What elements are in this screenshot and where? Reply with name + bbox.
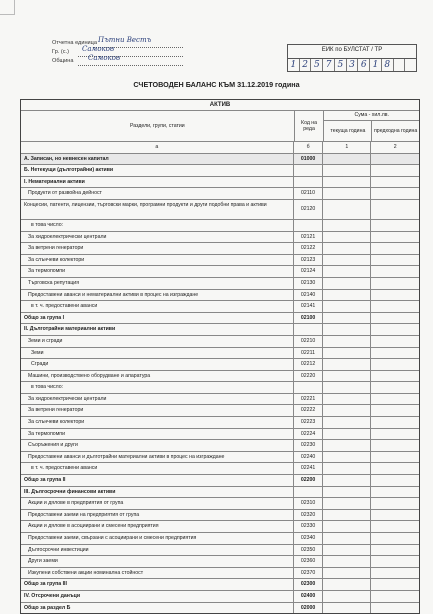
col-index-2: 2 xyxy=(393,144,397,150)
row-current-value[interactable] xyxy=(323,336,371,347)
row-current-value[interactable] xyxy=(323,440,371,451)
row-code: 02241 xyxy=(294,463,324,474)
row-current-value[interactable] xyxy=(323,533,371,544)
row-current-value[interactable] xyxy=(323,579,371,590)
row-previous-value[interactable] xyxy=(371,165,419,176)
row-label: Други заеми xyxy=(21,556,294,567)
row-code: 02212 xyxy=(294,359,324,370)
row-code: 02000 xyxy=(294,603,324,614)
table-row xyxy=(21,348,419,360)
row-previous-value[interactable] xyxy=(371,382,419,393)
row-code: 02300 xyxy=(294,579,324,590)
row-code: 02310 xyxy=(294,498,324,509)
row-code: 02121 xyxy=(294,232,324,243)
eik-digit-cell xyxy=(394,59,406,71)
row-code xyxy=(294,382,324,393)
row-label: Общо за група II xyxy=(21,475,294,486)
row-code xyxy=(294,487,324,498)
table-row xyxy=(21,154,419,166)
municipality-label: Община xyxy=(52,58,74,64)
row-current-value[interactable] xyxy=(323,324,371,335)
eik-digit-cell: 7 xyxy=(323,59,335,71)
col-current-header: текуща година xyxy=(324,121,372,141)
row-code xyxy=(294,177,324,188)
row-previous-value[interactable] xyxy=(371,591,419,602)
eik-digit-cells xyxy=(288,58,416,71)
row-previous-value[interactable] xyxy=(371,475,419,486)
row-label: в това число: xyxy=(21,382,294,393)
row-previous-value[interactable] xyxy=(371,188,419,199)
row-code: 02123 xyxy=(294,255,324,266)
table-header xyxy=(21,111,419,142)
row-label: За термопомпи xyxy=(21,429,294,440)
row-previous-value[interactable] xyxy=(371,243,419,254)
row-previous-value[interactable] xyxy=(371,278,419,289)
table-row xyxy=(21,177,419,189)
row-previous-value[interactable] xyxy=(371,533,419,544)
row-code: 02122 xyxy=(294,243,324,254)
row-current-value[interactable] xyxy=(323,475,371,486)
row-current-value[interactable] xyxy=(323,382,371,393)
row-label: Земи xyxy=(21,348,294,359)
row-code: 02350 xyxy=(294,545,324,556)
row-code xyxy=(294,165,324,176)
row-previous-value[interactable] xyxy=(371,545,419,556)
table-row xyxy=(21,429,419,441)
row-previous-value[interactable] xyxy=(371,336,419,347)
row-current-value[interactable] xyxy=(323,177,371,188)
table-row xyxy=(21,324,419,336)
col-sum-title: Сума - хил.лв. xyxy=(324,111,419,121)
row-current-value[interactable] xyxy=(323,603,371,614)
row-previous-value[interactable] xyxy=(371,498,419,509)
col-sum-header xyxy=(324,111,419,141)
table-row xyxy=(21,498,419,510)
table-row xyxy=(21,290,419,302)
row-current-value[interactable] xyxy=(323,348,371,359)
row-code: 02224 xyxy=(294,429,324,440)
row-previous-value[interactable] xyxy=(371,232,419,243)
row-current-value[interactable] xyxy=(323,417,371,428)
row-code: 02141 xyxy=(294,301,324,312)
row-label: в това число: xyxy=(21,220,294,231)
row-previous-value[interactable] xyxy=(371,154,419,165)
row-label: За ветрени генератори xyxy=(21,243,294,254)
row-code: 02221 xyxy=(294,394,324,405)
table-row xyxy=(21,568,419,580)
table-row xyxy=(21,165,419,177)
row-current-value[interactable] xyxy=(323,568,371,579)
row-current-value[interactable] xyxy=(323,313,371,324)
table-row xyxy=(21,255,419,267)
column-index-row xyxy=(21,142,419,154)
row-code: 02210 xyxy=(294,336,324,347)
row-label: Акции и дялове в предприятия от група xyxy=(21,498,294,509)
row-code: 02200 xyxy=(294,475,324,486)
row-current-value[interactable] xyxy=(323,301,371,312)
row-previous-value[interactable] xyxy=(371,255,419,266)
row-current-value[interactable] xyxy=(323,429,371,440)
table-row xyxy=(21,220,419,232)
row-label: I. Нематериални активи xyxy=(21,177,294,188)
row-label: Земи и сгради xyxy=(21,336,294,347)
table-row xyxy=(21,200,419,220)
row-previous-value[interactable] xyxy=(371,220,419,231)
city-value: Самоков xyxy=(82,45,115,53)
row-current-value[interactable] xyxy=(323,487,371,498)
city-label: Гр. (с.) xyxy=(52,49,70,55)
row-label: За ветрени генератори xyxy=(21,405,294,416)
row-label: Машини, производствено оборудване и апаратура xyxy=(21,371,294,382)
table-row xyxy=(21,382,419,394)
row-label: Общо за група III xyxy=(21,579,294,590)
row-code: 02130 xyxy=(294,278,324,289)
table-row xyxy=(21,301,419,313)
row-previous-value[interactable] xyxy=(371,556,419,567)
row-code: 02360 xyxy=(294,556,324,567)
row-label: Съоръжения и други xyxy=(21,440,294,451)
table-row xyxy=(21,591,419,603)
row-previous-value[interactable] xyxy=(371,463,419,474)
table-row xyxy=(21,487,419,499)
eik-digit-cell: 1 xyxy=(370,59,382,71)
row-label: Сгради xyxy=(21,359,294,370)
row-label: в т. ч. предоставени аванси xyxy=(21,463,294,474)
row-current-value[interactable] xyxy=(323,200,371,219)
table-row xyxy=(21,579,419,591)
row-code: 02100 xyxy=(294,313,324,324)
table-body xyxy=(21,154,419,614)
row-code: 02223 xyxy=(294,417,324,428)
row-previous-value[interactable] xyxy=(371,200,419,219)
enterprise-label: Отчетна единица xyxy=(52,40,97,46)
row-current-value[interactable] xyxy=(323,266,371,277)
row-code: 02222 xyxy=(294,405,324,416)
row-previous-value[interactable] xyxy=(371,429,419,440)
row-code: 02211 xyxy=(294,348,324,359)
col-index-a: а xyxy=(21,142,294,153)
row-previous-value[interactable] xyxy=(371,510,419,521)
row-current-value[interactable] xyxy=(323,188,371,199)
eik-digit-cell xyxy=(405,59,416,71)
eik-digit-cell: 3 xyxy=(347,59,359,71)
eik-digit-cell: 6 xyxy=(358,59,370,71)
row-label: А. Записан, но невнесен капитал xyxy=(21,154,294,165)
row-code: 02140 xyxy=(294,290,324,301)
row-previous-value[interactable] xyxy=(371,324,419,335)
table-row xyxy=(21,463,419,475)
row-previous-value[interactable] xyxy=(371,290,419,301)
row-current-value[interactable] xyxy=(323,290,371,301)
eik-label: ЕИК по БУЛСТАТ / ТР xyxy=(321,47,383,53)
col-index-1: 1 xyxy=(323,142,371,153)
table-row xyxy=(21,278,419,290)
row-current-value[interactable] xyxy=(323,154,371,165)
table-row xyxy=(21,405,419,417)
row-previous-value[interactable] xyxy=(371,301,419,312)
col-previous-header: предходна година xyxy=(374,128,418,134)
table-section-title: АКТИВ xyxy=(21,100,419,111)
row-label: Дългосрочни инвестиции xyxy=(21,545,294,556)
eik-digit-cell: 5 xyxy=(311,59,323,71)
row-previous-value[interactable] xyxy=(371,521,419,532)
row-current-value[interactable] xyxy=(323,255,371,266)
row-code: 02370 xyxy=(294,568,324,579)
table-row xyxy=(21,440,419,452)
row-label: Общо за група I xyxy=(21,313,294,324)
row-label: Концесии, патенти, лицензии, търговски марки, програмни продукти и други подобни права и активи xyxy=(21,200,294,219)
row-current-value[interactable] xyxy=(323,545,371,556)
table-row xyxy=(21,243,419,255)
row-current-value[interactable] xyxy=(323,165,371,176)
table-row xyxy=(21,521,419,533)
row-code: 01000 xyxy=(294,154,324,165)
table-row xyxy=(21,313,419,325)
table-row xyxy=(21,417,419,429)
row-previous-value[interactable] xyxy=(371,266,419,277)
row-previous-value[interactable] xyxy=(371,371,419,382)
col-sections-header: Раздели, групи, статии xyxy=(21,111,295,141)
row-current-value[interactable] xyxy=(323,463,371,474)
row-label: IV. Отсрочени данъци xyxy=(21,591,294,602)
row-code: 02124 xyxy=(294,266,324,277)
table-row xyxy=(21,394,419,406)
table-row xyxy=(21,371,419,383)
row-label: Предоставени аванси и нематериални активи в процес на изграждане xyxy=(21,290,294,301)
eik-digit-cell: 1 xyxy=(288,59,300,71)
row-label: За хидроелектрически централи xyxy=(21,394,294,405)
table-row xyxy=(21,556,419,568)
enterprise-value: Пътни Вестъ xyxy=(98,36,152,44)
row-current-value[interactable] xyxy=(323,521,371,532)
row-label: За слънчеви колектори xyxy=(21,255,294,266)
table-row xyxy=(21,475,419,487)
document-title: СЧЕТОВОДЕН БАЛАНС КЪМ 31.12.2019 година xyxy=(133,80,300,89)
row-code: 02220 xyxy=(294,371,324,382)
row-label: Общо за раздел Б xyxy=(21,603,294,614)
row-previous-value[interactable] xyxy=(371,440,419,451)
row-previous-value[interactable] xyxy=(371,579,419,590)
row-label: Предоставени заеми, свързани с асоциирани и смесени предприятия xyxy=(21,533,294,544)
row-current-value[interactable] xyxy=(323,220,371,231)
row-code: 02120 xyxy=(294,200,324,219)
row-code: 02110 xyxy=(294,188,324,199)
row-previous-value[interactable] xyxy=(371,313,419,324)
row-label: Акции и дялове в асоциирани и смесени предприятия xyxy=(21,521,294,532)
eik-box xyxy=(287,44,417,72)
row-current-value[interactable] xyxy=(323,394,371,405)
table-row xyxy=(21,188,419,200)
table-row xyxy=(21,232,419,244)
row-label: Предоставени аванси и дълготрайни материални активи в процес на изграждане xyxy=(21,452,294,463)
row-code: 02340 xyxy=(294,533,324,544)
col-index-b: б xyxy=(294,142,324,153)
row-code: 02320 xyxy=(294,510,324,521)
row-code: 02230 xyxy=(294,440,324,451)
eik-digit-cell: 2 xyxy=(300,59,312,71)
row-label: За хидроелектрически централи xyxy=(21,232,294,243)
eik-digit-cell: 8 xyxy=(382,59,394,71)
row-label: Предоставени заеми на предприятия от група xyxy=(21,510,294,521)
row-label: Изкупени собствени акции номинална стойност xyxy=(21,568,294,579)
row-current-value[interactable] xyxy=(323,591,371,602)
row-current-value[interactable] xyxy=(323,278,371,289)
row-label: III. Дългосрочни финансови активи xyxy=(21,487,294,498)
col-code-header: Код на реда xyxy=(295,111,325,141)
row-code: 02400 xyxy=(294,591,324,602)
page-corner-fold xyxy=(0,0,15,15)
table-row xyxy=(21,266,419,278)
row-previous-value[interactable] xyxy=(371,487,419,498)
row-label: Търговска репутация xyxy=(21,278,294,289)
row-current-value[interactable] xyxy=(323,243,371,254)
row-label: II. Дълготрайни материални активи xyxy=(21,324,294,335)
row-current-value[interactable] xyxy=(323,452,371,463)
municipality-value: Самоков xyxy=(88,54,121,62)
row-label: За термопомпи xyxy=(21,266,294,277)
table-row xyxy=(21,359,419,371)
row-label: в т. ч. предоставени аванси xyxy=(21,301,294,312)
assets-table xyxy=(20,99,420,614)
row-previous-value[interactable] xyxy=(371,177,419,188)
row-code: 02330 xyxy=(294,521,324,532)
row-previous-value[interactable] xyxy=(371,394,419,405)
table-row xyxy=(21,533,419,545)
municipality-line xyxy=(78,65,183,66)
row-previous-value[interactable] xyxy=(371,568,419,579)
row-current-value[interactable] xyxy=(323,510,371,521)
row-previous-value[interactable] xyxy=(371,603,419,614)
row-label: За слънчеви колектори xyxy=(21,417,294,428)
row-label: Б. Нетекущи (дълготрайни) активи xyxy=(21,165,294,176)
row-code xyxy=(294,324,324,335)
row-previous-value[interactable] xyxy=(371,405,419,416)
table-row xyxy=(21,336,419,348)
row-code: 02240 xyxy=(294,452,324,463)
row-label: Продукти от развойна дейност xyxy=(21,188,294,199)
row-current-value[interactable] xyxy=(323,405,371,416)
row-code xyxy=(294,220,324,231)
table-row xyxy=(21,510,419,522)
row-previous-value[interactable] xyxy=(371,417,419,428)
row-current-value[interactable] xyxy=(323,359,371,370)
row-current-value[interactable] xyxy=(323,498,371,509)
row-previous-value[interactable] xyxy=(371,359,419,370)
table-row xyxy=(21,452,419,464)
table-row xyxy=(21,603,419,614)
row-current-value[interactable] xyxy=(323,371,371,382)
row-current-value[interactable] xyxy=(323,232,371,243)
row-current-value[interactable] xyxy=(323,556,371,567)
table-row xyxy=(21,545,419,557)
eik-digit-cell: 5 xyxy=(335,59,347,71)
row-previous-value[interactable] xyxy=(371,452,419,463)
row-previous-value[interactable] xyxy=(371,348,419,359)
